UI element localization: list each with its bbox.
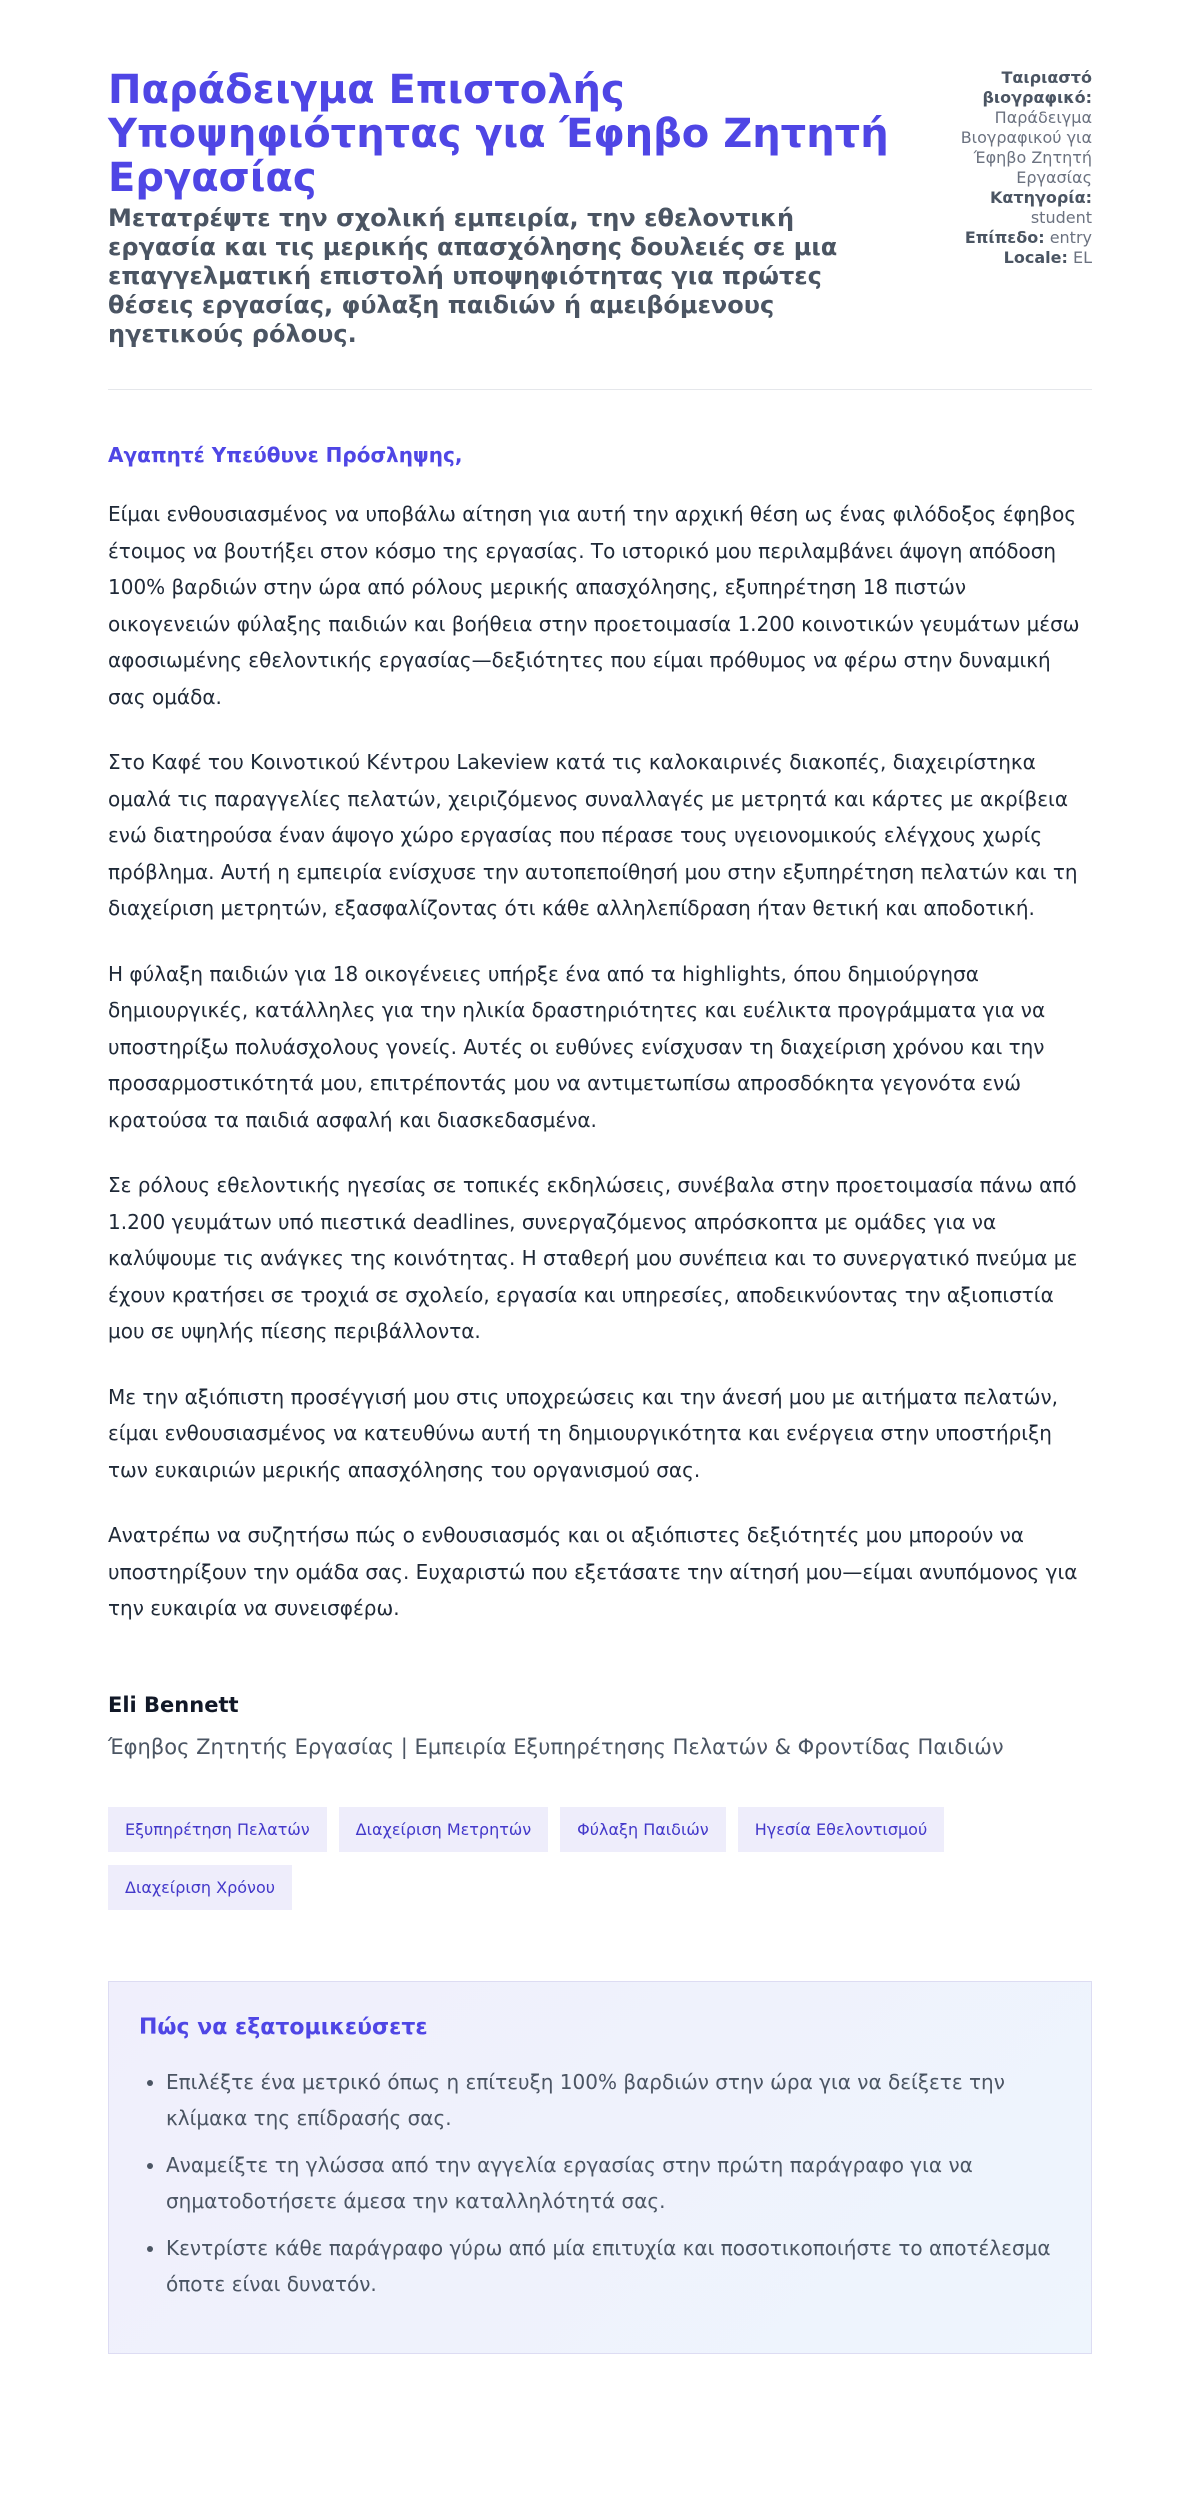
signature-block [108,1691,1092,1761]
meta-category-value: student [1030,208,1092,227]
signature-title: Έφηβος Ζητητής Εργασίας | Εμπειρία Εξυπηρέτησης Πελατών & Φροντίδας Παιδιών [108,1734,1004,1759]
letter-paragraph: Ανατρέπω να συζητήσω πώς ο ενθουσιασμός και οι αξιόπιστες δεξιότητές μου μπορούν να υποστηρίξουν την ομάδα σας. Ευχαριστώ που εξετάσατε την αίτησή μου—είμαι ανυπόμονος για την ευκαιρία να συνεισφέρω. [108,1523,1078,1620]
signature-name: Eli Bennett [108,1692,239,1717]
meta-resume-label: Ταιριαστό βιογραφικό: [982,68,1092,107]
letter-paragraph: Είμαι ενθουσιασμένος να υποβάλω αίτηση για αυτή την αρχική θέση ως ένας φιλόδοξος έφηβος έτοιμος να βουτήξει στον κόσμο της εργασίας. Το ιστορικό μου περιλαμβάνει άψογη απόδοση 100% βαρδιών στην ώρα από ρόλους μερικής απασχόλησης, εξυπηρέτηση 18 πιστών οικογενειών φύλαξης παιδιών και βοήθεια στην προετοιμασία 1.200 κοινοτικών γευμάτων μέσω αφοσιωμένης εθελοντικής εργασίας—δεξιότητες που είμαι πρόθυμος να φέρω στην δυναμική σας ομάδα. [108,502,1080,709]
skill-tag: Εξυπηρέτηση Πελατών [108,1807,327,1852]
salutation: Αγαπητέ Υπεύθυνε Πρόσληψης, [108,443,463,467]
meta-locale [942,248,1092,268]
tip-item: • Επιλέξτε ένα μετρικό όπως η επίτευξη 100% βαρδιών στην ώρα για να δείξετε την κλίμακα της επίδρασής σας. [166,2064,1061,2137]
header-text [108,68,898,349]
letter-body [108,443,1092,1627]
skill-tag: Ηγεσία Εθελοντισμού [738,1807,945,1852]
page-title: Παράδειγμα Επιστολής Υποψηφιότητας για Έφηβο Ζητητή Εργασίας [108,67,889,201]
skill-tag: Διαχείριση Μετρητών [339,1807,549,1852]
meta-category-label: Κατηγορία: [990,188,1092,207]
letter-paragraph: Η φύλαξη παιδιών για 18 οικογένειες υπήρξε ένα από τα highlights, όπου δημιούργησα δημιουργικές, κατάλληλες για την ηλικία δραστηριότητες και ευέλικτα προγράμματα για να υποστηρίξω πολυάσχολους γονείς. Αυτές οι ευθύνες ενίσχυσαν τη διαχείριση χρόνου και την προσαρμοστικότητά μου, επιτρέποντάς μου να αντιμετωπίσω απροσδόκητα γεγονότα ενώ κρατούσα τα παιδιά ασφαλή και διασκεδασμένα. [108,961,1046,1132]
meta-resume-value: Παράδειγμα Βιογραφικού για Έφηβο Ζητητή Εργασίας [960,108,1092,187]
letter-paragraph: Σε ρόλους εθελοντικής ηγεσίας σε τοπικές εκδηλώσεις, συνέβαλα στην προετοιμασία πάνω από 1.200 γευμάτων υπό πιεστικά deadlines, συνεργαζόμενος απρόσκοπτα με ομάδες για να καλύψουμε τις ανάγκες της κοινότητας. Η σταθερή μου συνέπεια και το συνεργατικό πνεύμα με έχουν κρατήσει σε τροχιά σε σχολείο, εργασία και υπηρεσίες, αποδεικνύοντας την αξιοπιστία μου σε υψηλής πίεσης περιβάλλοντα. [108,1173,1078,1343]
page-header [108,68,1092,349]
letter-paragraph: Με την αξιόπιστη προσέγγισή μου στις υποχρεώσεις και την άνεσή μου με αιτήματα πελατών, είμαι ενθουσιασμένος να κατευθύνω αυτή τη δημιουργικότητα και ενέργεια στην υποστήριξη των ευκαιριών μερικής απασχόλησης του οργανισμού σας. [108,1384,1058,1482]
tips-title: Πώς να εξατομικεύσετε [139,2014,428,2040]
skill-tag: Φύλαξη Παιδιών [560,1807,726,1852]
meta-level-value: entry [1049,228,1092,247]
customization-tips [108,1981,1092,2354]
meta-level-label: Επίπεδο: [964,228,1045,247]
letter-paragraph: Στο Καφέ του Κοινοτικού Κέντρου Lakeview κατά τις καλοκαιρινές διακοπές, διαχειρίστηκα ομαλά τις παραγγελίες πελατών, χειριζόμενος συναλλαγές με μετρητά και κάρτες με ακρίβεια ενώ διατηρούσα έναν άψογο χώρο εργασίας που πέρασε τους υγειονομικούς ελέγχους χωρίς πρόβλημα. Αυτή η εμπειρία ενίσχυσε την αυτοπεποίθησή μου στην εξυπηρέτηση πελατών και τη διαχείριση μετρητών, εξασφαλίζοντας ότι κάθε αλληλεπίδραση ήταν θετική και αποδοτική. [108,750,1078,920]
page-subtitle: Μετατρέψτε την σχολική εμπειρία, την εθελοντική εργασία και τις μερικής απασχόλησης δουλειές σε μια επαγγελματική επιστολή υποψηφιότητας για πρώτες θέσεις εργασίας, φύλαξη παιδιών ή αμειβόμενους ηγετικούς ρόλους. [108,204,838,348]
header-divider [108,389,1092,390]
tip-item: • Κεντρίστε κάθε παράγραφο γύρω από μία επιτυχία και ποσοτικοποιήστε το αποτέλεσμα όποτε είναι δυνατόν. [166,2230,1061,2303]
meta-locale-label: Locale: [1003,248,1068,267]
tip-item: • Αναμείξτε τη γλώσσα από την αγγελία εργασίας στην πρώτη παράγραφο για να σηματοδοτήσετε άμεσα την καταλληλότητά σας. [166,2147,1061,2220]
tips-list [139,2064,1061,2303]
meta-level [942,228,1092,248]
meta-locale-value: EL [1072,248,1092,267]
meta-category [942,188,1092,228]
meta-panel [942,68,1092,268]
skill-tags [108,1807,1092,1910]
skill-tag: Διαχείριση Χρόνου [108,1865,292,1910]
meta-resume [942,68,1092,188]
